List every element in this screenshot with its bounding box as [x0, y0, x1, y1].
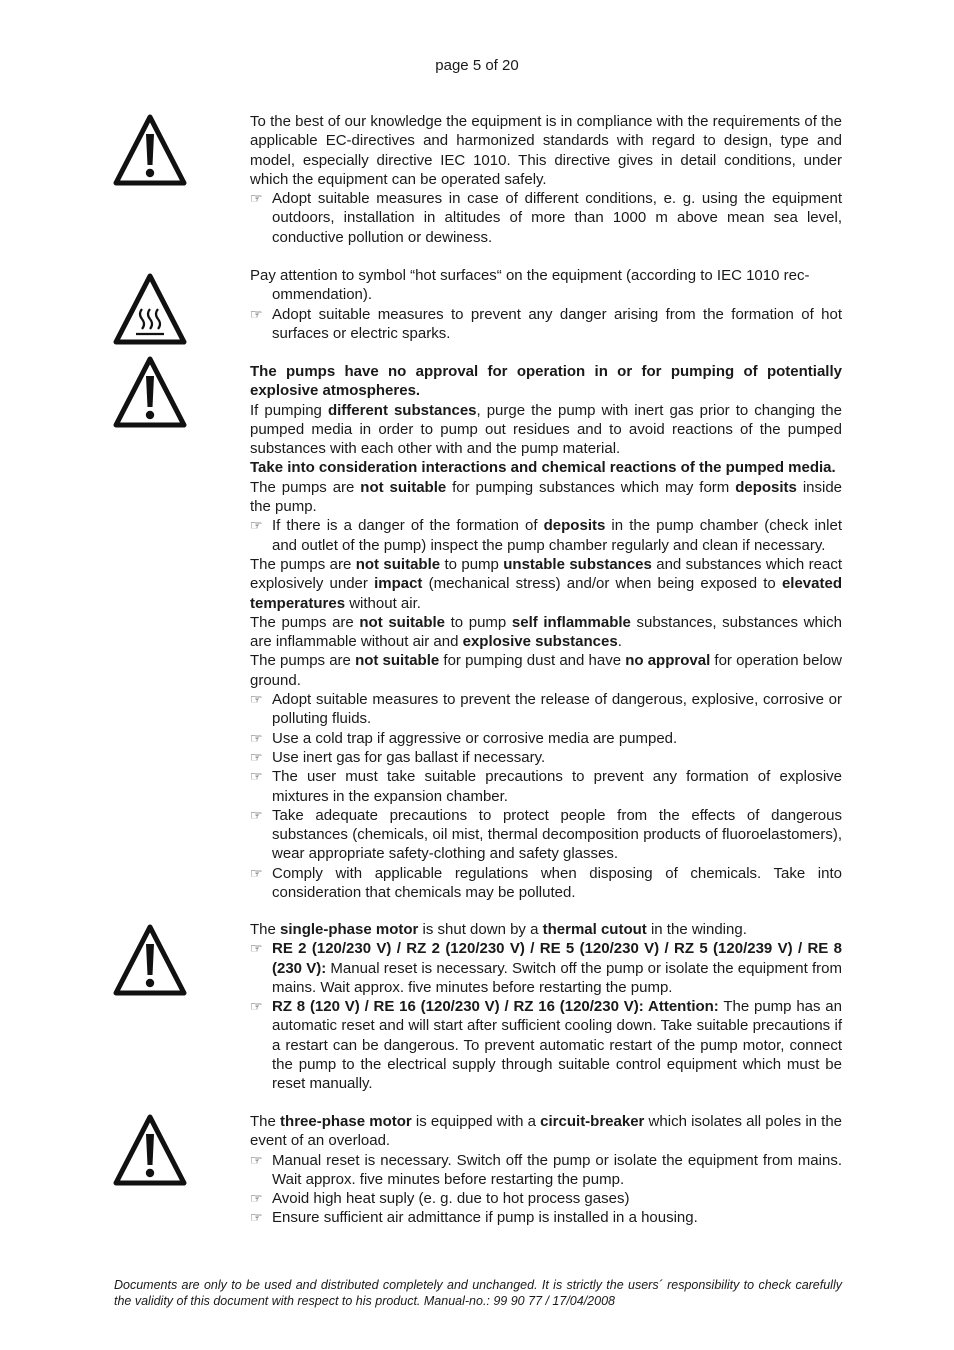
paragraph: The pumps are not suitable for pumping dust and have no approval for operation below ground. [250, 652, 842, 689]
bullet-item: ☞ Use inert gas for gas ballast if necessary. [250, 748, 546, 766]
pointing-hand-icon: ☞ [250, 1190, 263, 1207]
paragraph: The pumps are not suitable to pump unstable substances and substances which react explosively under impact (mechanical stress) and/or when being exposed to elevated temperatures without air. [250, 555, 842, 612]
hot-surface-icon [112, 271, 188, 347]
bullet-item: ☞ Avoid high heat suply (e. g. due to hot process gases) [250, 1190, 630, 1208]
bullet-item: ☞ RZ 8 (120 V) / RE 16 (120/230 V) / RZ 16 (120/230 V): Attention: The pump has an automatic reset and will start after sufficient cooling down. Take suitable precautions if a restart can be dangerous. To prevent automatic restart of the pump motor, connect the pump to the electrical supply through suitable control equipment which must be reset manually. [250, 998, 842, 1093]
bullet-item: ☞ Use a cold trap if aggressive or corrosive media are pumped. [250, 729, 678, 747]
bullet-item: ☞ Comply with applicable regulations when disposing of chemicals. Take into consideration that chemicals may be polluted. [250, 864, 842, 902]
section-ec-compliance [250, 112, 842, 247]
pointing-hand-icon: ☞ [250, 1151, 263, 1168]
bullet-item: ☞ Take adequate precautions to protect people from the effects of dangerous substances (chemicals, oil mist, thermal decomposition products of fluoroelastomers), wear appropriate safety-clothing and safety glasses. [250, 806, 842, 863]
bullet-item: ☞ Adopt suitable measures to prevent any danger arising from the formation of hot surfaces or electric sparks. [250, 305, 842, 342]
paragraph: Pay attention to symbol “hot surfaces“ on the equipment (according to IEC 1010 rec- [250, 267, 810, 284]
paragraph: The pumps have no approval for operation in or for pumping of potentially explosive atmospheres. [250, 363, 842, 400]
pointing-hand-icon: ☞ [250, 864, 263, 881]
pointing-hand-icon: ☞ [250, 729, 263, 746]
section-three-phase-motor [250, 1112, 842, 1228]
footer-disclaimer: Documents are only to be used and distributed completely and unchanged. It is strictly the users´ responsibility to check carefully the validity of this document with respect to his product. Manual-no.: 99 90 77 / 17/04/2008 [114, 1278, 842, 1308]
warning-triangle-icon [112, 354, 188, 430]
section-explosive-atmospheres [250, 362, 842, 902]
pointing-hand-icon: ☞ [250, 806, 263, 823]
bullet-item: ☞ Adopt suitable measures in case of different conditions, e. g. using the equipment outdoors, installation in altitudes of more than 1000 m above mean sea level, conductive pollution or dewiness. [250, 190, 842, 246]
paragraph: Take into consideration interactions and chemical reactions of the pumped media. [250, 459, 836, 477]
pointing-hand-icon: ☞ [250, 305, 263, 322]
paragraph: To the best of our knowledge the equipment is in compliance with the requirements of the applicable EC-directives and harmonized standards with regard to design, type and model, especially directive IEC 1010. This directive gives in detail conditions, under which the equipment can be operated safely. [250, 113, 842, 188]
bullet-item: ☞ Manual reset is necessary. Switch off the pump or isolate the equipment from mains. Wait approx. five minutes before restarting the pump. [250, 1151, 842, 1188]
paragraph: The single-phase motor is shut down by a thermal cutout in the winding. [250, 921, 747, 938]
pointing-hand-icon: ☞ [250, 768, 263, 785]
pointing-hand-icon: ☞ [250, 940, 263, 957]
bullet-item: ☞ Ensure sufficient air admittance if pump is installed in a housing. [250, 1209, 698, 1227]
bullet-item: ☞ If there is a danger of the formation of deposits in the pump chamber (check inlet and outlet of the pump) inspect the pump chamber regularly and clean if necessary. [250, 517, 842, 554]
page-number: page 5 of 20 [435, 57, 519, 74]
pointing-hand-icon: ☞ [250, 1209, 263, 1226]
paragraph: ommendation). [272, 286, 373, 304]
section-hot-surfaces [250, 266, 842, 343]
paragraph: If pumping different substances, purge the pump with inert gas prior to changing the pumped media in order to pump out residues and to avoid reactions of the pumped substances with each other with and the pump material. [250, 401, 842, 458]
pointing-hand-icon: ☞ [250, 998, 263, 1015]
warning-triangle-icon [112, 112, 188, 188]
pointing-hand-icon: ☞ [250, 691, 263, 708]
section-single-phase-motor [250, 920, 842, 1094]
bullet-item: ☞ Adopt suitable measures to prevent the release of dangerous, explosive, corrosive or polluting fluids. [250, 691, 842, 728]
paragraph: The three-phase motor is equipped with a circuit-breaker which isolates all poles in the event of an overload. [250, 1113, 843, 1150]
pointing-hand-icon: ☞ [250, 517, 263, 534]
paragraph: The pumps are not suitable to pump self inflammable substances, substances which are inflammable without air and explosive substances. [250, 613, 842, 651]
paragraph: The pumps are not suitable for pumping substances which may form deposits inside the pump. [250, 478, 843, 516]
warning-triangle-icon [112, 922, 188, 998]
warning-triangle-icon [112, 1112, 188, 1188]
bullet-item: ☞ RE 2 (120/230 V) / RZ 2 (120/230 V) / RE 5 (120/230 V) / RZ 5 (120/239 V) / RE 8 (230 V): Manual reset is necessary. Switch off the pump or isolate the equipment from mains. Wait approx. five minutes before restarting the pump. [250, 940, 843, 996]
pointing-hand-icon: ☞ [250, 748, 263, 765]
pointing-hand-icon: ☞ [250, 190, 263, 207]
bullet-item: ☞ The user must take suitable precautions to prevent any formation of explosive mixtures in the expansion chamber. [250, 768, 842, 805]
